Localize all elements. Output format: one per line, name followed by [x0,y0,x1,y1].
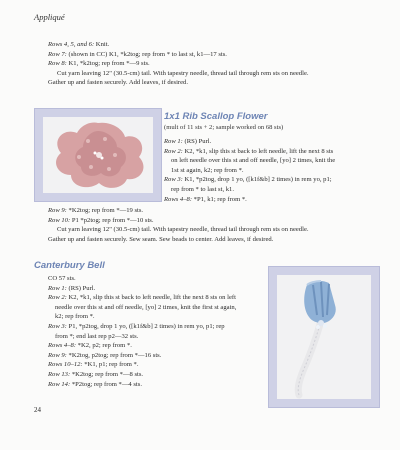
bell-instructions [48,274,274,389]
page-number: 24 [34,406,41,414]
instruction-line: Row 2: K2, *k1, slip this st back to left needle, lift the next 8 sts [164,147,334,155]
instruction-line: Row 13: *K2tog; rep from *—8 sts. [48,370,144,378]
instruction-line: on left needle over this st and off needle, [yo] 2 times, knit the [171,157,336,165]
scallop-flower-subtitle: (mult of 11 sts + 2; sample worked on 68 sts) [164,124,284,131]
instruction-line: Row 3: P1, *p2tog, drop 1 yo, ([k1f&b] 2 times) in rem yo, p1; rep [48,322,225,330]
section-header: Appliqué [34,12,65,22]
instruction-line: Row 14: *P2tog; rep from *—4 sts. [48,380,142,388]
instruction-line: Cut yarn leaving 12" (30.5-cm) tail. With tapestry needle, thread tail through rem sts on needle. [57,69,309,77]
instruction-line: needle over this st and off needle, [yo] 2 times, knit the first st again, [55,303,237,311]
scallop-finishing [48,206,388,244]
instruction-line: Gather up and fasten securely. Add leaves, if desired. [48,79,189,87]
instruction-line: Rows 4, 5, and 6: Knit. [48,41,110,48]
instruction-line: Cut yarn leaving 12" (30.5-cm) tail. With tapestry needle, thread tail through rem sts on needle. [57,226,309,234]
instruction-line: Row 2: K2, *k1, slip this st back to left needle, lift the next 8 sts on left [48,294,236,302]
instruction-line: Row 8: K1, *k2tog; rep from *—9 sts. [48,60,150,68]
instruction-line: Row 9: *K2tog; rep from *—19 sts. [48,207,144,214]
instruction-line: k2; rep from *. [55,313,95,321]
instruction-line: Row 1: (RS) Purl. [164,138,212,145]
pink-flower-image [43,117,153,193]
canterbury-bell-photo [277,275,371,399]
instruction-line: Gather up and fasten securely. Sew seam. Sew beads to center. Add leaves, if desired. [48,235,274,243]
instruction-line: Row 7: (shown in CC) K1, *k2tog; rep from * to last st, k1—17 sts. [48,50,227,58]
blue-bell-image [277,275,371,399]
instruction-line: from *; end last rep p2—32 sts. [55,332,139,340]
instruction-line: 1st st again, k2; rep from *. [171,166,244,174]
instruction-line: Rows 10–12: *K1, p1; rep from *. [48,361,139,369]
instruction-line: Row 3: K1, *p2tog, drop 1 yo, ([k1f&b] 2 times) in rem yo, p1; [164,176,332,184]
instruction-line: rep from * to last st, k1. [171,185,234,193]
scallop-flower-photo-frame [34,108,162,202]
instruction-line: Rows 4–8: *K2, p2; rep from *. [48,342,132,350]
instruction-line: Row 9: *K2tog, p2tog; rep from *—16 sts. [48,351,162,359]
scallop-flower-photo [43,117,153,193]
canterbury-bell-photo-frame [268,266,380,408]
top-instructions [48,40,378,88]
instruction-line: Row 10: P1 *p2tog; rep from *—10 sts. [48,216,154,224]
instruction-line: Rows 4–8: *P1, k1; rep from *. [164,195,247,203]
instruction-line: Row 1: (RS) Purl. [48,284,96,292]
scallop-instructions [164,137,384,204]
canterbury-bell-title: Canterbury Bell [34,260,105,271]
instruction-line: CO 57 sts. [48,275,76,282]
scallop-flower-title: 1x1 Rib Scallop Flower [164,111,268,122]
